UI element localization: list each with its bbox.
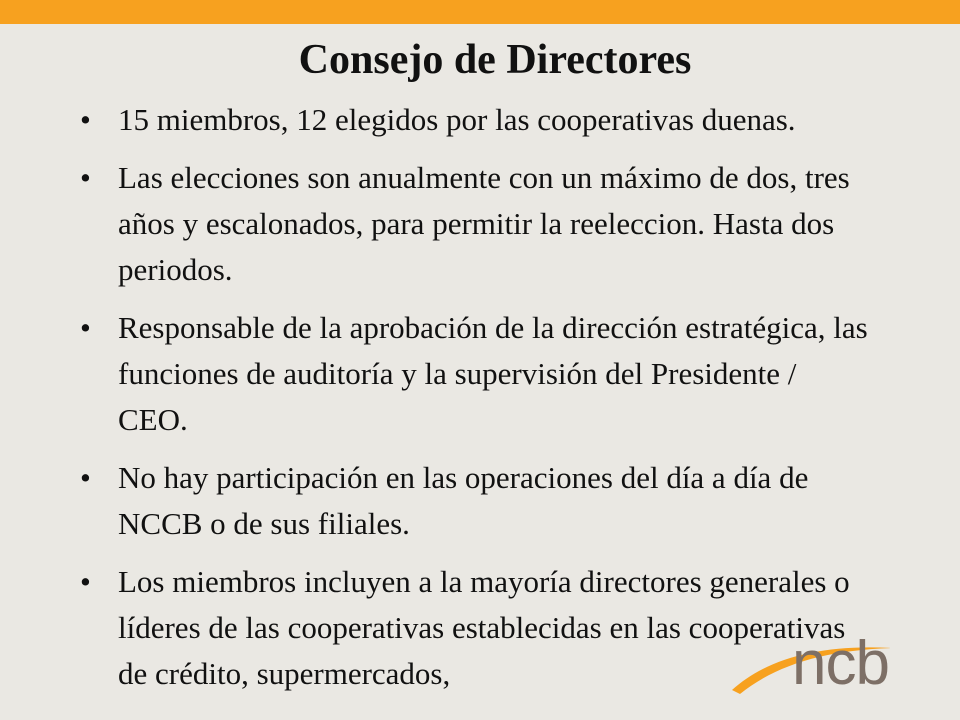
bullet-dot-icon: • <box>80 102 91 137</box>
bullet-item <box>80 155 870 293</box>
bullet-text: Los miembros incluyen a la mayoría directores generales o líderes de las cooperativas establecidas en las cooperativas de crédito, supermercados, <box>118 564 850 691</box>
bullet-text: Las elecciones son anualmente con un máximo de dos, tres años y escalonados, para permitir la reeleccion. Hasta dos periodos. <box>118 160 850 287</box>
bullet-text: 15 miembros, 12 elegidos por las cooperativas duenas. <box>118 102 796 137</box>
bullet-text: No hay participación en las operaciones del día a día de NCCB o de sus filiales. <box>118 460 809 541</box>
bullet-dot-icon: • <box>80 160 91 195</box>
bullet-text: Responsable de la aprobación de la dirección estratégica, las funciones de auditoría y la supervisión del Presidente / CEO. <box>118 310 868 437</box>
top-accent-bar <box>0 0 960 24</box>
bullet-item <box>80 305 870 443</box>
bullet-item <box>80 97 870 143</box>
bullet-item <box>80 455 870 547</box>
bullet-list <box>80 97 870 709</box>
bullet-dot-icon: • <box>80 564 91 599</box>
logo-text: ncb <box>792 629 889 698</box>
bullet-dot-icon: • <box>80 310 91 345</box>
bullet-dot-icon: • <box>80 460 91 495</box>
slide-title: Consejo de Directores <box>298 37 692 83</box>
